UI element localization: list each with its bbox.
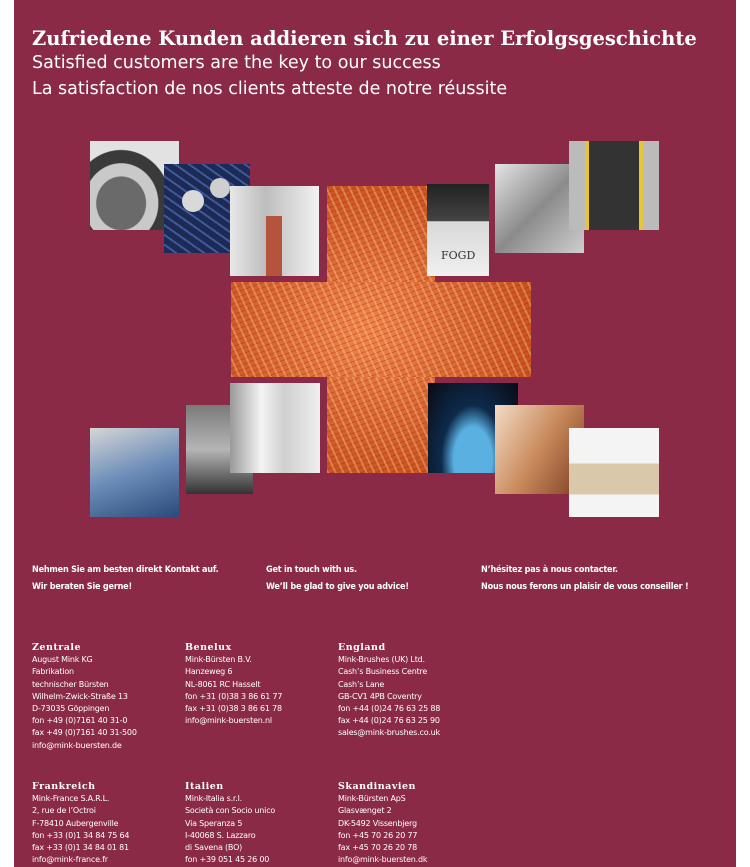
contact-german: Nehmen Sie am besten direkt Kontakt auf. Wir beraten Sie gerne!	[32, 565, 219, 592]
rolls-photo	[230, 383, 320, 473]
conveyor-photo	[569, 141, 659, 230]
office-zentrale: Zentrale August Mink KG Fabrikation technischer Bürsten Wilhelm-Zwick-Straße 13 D-73035 Göppingen fon +49 (0)7161 40 31-0 fax +49 (0)7161 40 31-500 info@mink-buersten.de	[32, 642, 137, 752]
headline-english: Satisfied customers are the key to our success	[32, 53, 441, 73]
round-brush-photo	[230, 186, 319, 276]
office-email[interactable]: sales@mink-brushes.co.uk	[338, 728, 440, 738]
brush-cross-horizontal	[231, 282, 531, 377]
office-skandinavien: Skandinavien Mink-Bürsten ApS Glasvænget 2 DK-5492 Vissenbjerg fon +45 70 26 20 77 fax +45 70 26 20 78 info@mink-buersten.dk	[338, 781, 427, 866]
office-frankreich: Frankreich Mink-France S.A.R.L. 2, rue de l’Octroi F-78410 Aubergenville fon +33 (0)1 34 84 75 64 fax +33 (0)1 34 84 01 81 info@mink-france.fr	[32, 781, 129, 866]
brochure-panel	[14, 0, 736, 867]
cable-photo	[90, 428, 179, 517]
escalator-photo	[569, 428, 659, 517]
office-email[interactable]: info@mink-france.fr	[32, 855, 108, 865]
office-italien: Italien Mink-Italia s.r.l. Società con Socio unico Via Speranza 5 I-40068 S. Lazzaro di Savena (BO) fon +39 051 45 26 00	[185, 781, 276, 865]
headline-german: Zufriedene Kunden addieren sich zu einer Erfolgsgeschichte	[32, 27, 697, 50]
contact-french: N’hésitez pas à nous contacter. Nous nous ferons un plaisir de vous conseiller !	[481, 565, 689, 592]
bottle-label-text: FOGD	[441, 249, 476, 262]
wine-bottle-photo	[427, 184, 489, 276]
headline-french: La satisfaction de nos clients atteste de notre réussite	[32, 79, 508, 99]
office-email[interactable]: info@mink-buersten.de	[32, 740, 122, 750]
office-benelux: Benelux Mink-Bürsten B.V. Hanzeweg 6 NL-8061 RC Hasselt fon +31 (0)38 3 86 61 77 fax +31 (0)38 3 86 61 78 info@mink-buersten.nl	[185, 642, 282, 727]
office-england: England Mink-Brushes (UK) Ltd. Cash’s Business Centre Cash’s Lane GB-CV1 4PB Coventry fon +44 (0)24 76 63 25 88 fax +44 (0)24 76 63 25 90 sales@mink-brushes.co.uk	[338, 642, 440, 740]
office-email[interactable]: info@mink-buersten.nl	[185, 716, 272, 726]
contact-english: Get in touch with us. We’ll be glad to give you advice!	[266, 565, 409, 592]
office-email[interactable]: info@mink-buersten.dk	[338, 855, 428, 865]
